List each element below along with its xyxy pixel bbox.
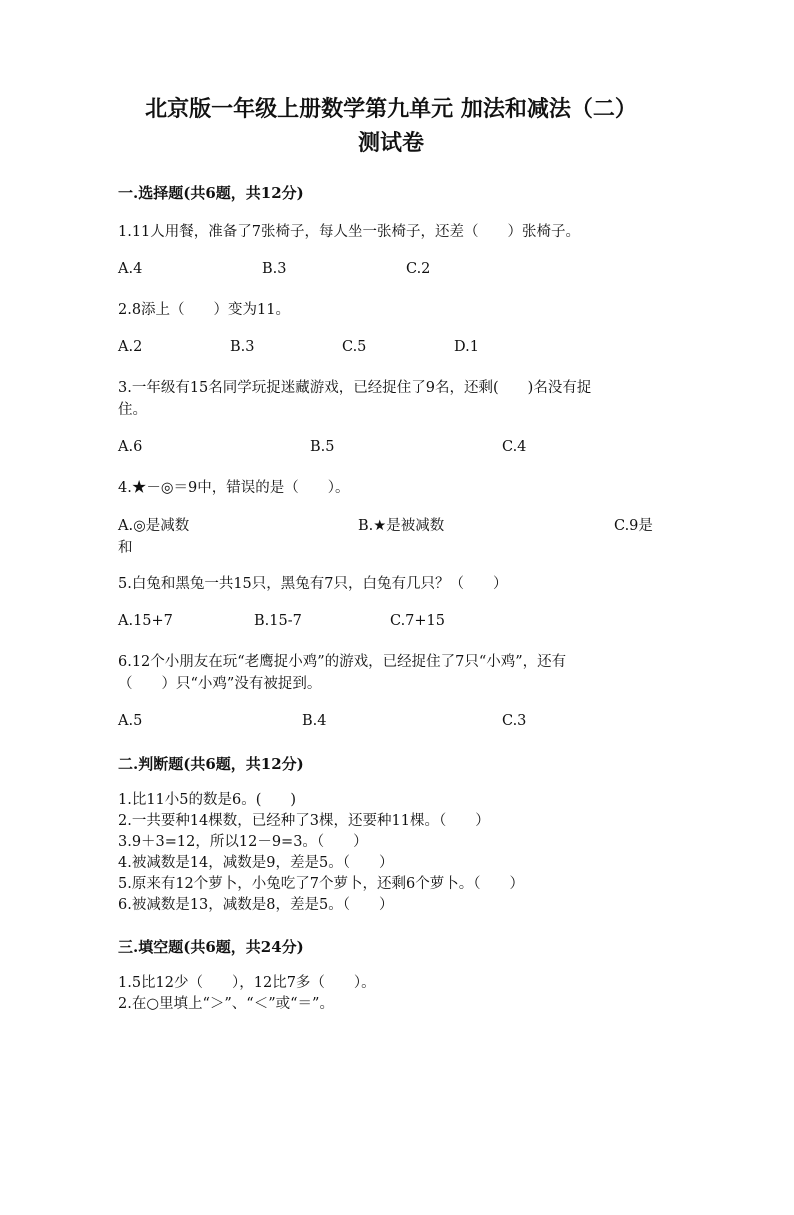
question-6-options	[118, 713, 664, 733]
question-2: 2.8添上（ ）变为11。	[118, 302, 291, 318]
question-3	[118, 377, 664, 421]
judge-item: 4.被减数是14，减数是9，差是5。（ ）	[118, 855, 394, 871]
judge-item: 6.被减数是13，减数是8，差是5。（ ）	[118, 897, 394, 913]
question-5-options	[118, 613, 664, 633]
judge-list	[118, 790, 664, 916]
question-4-options	[118, 515, 664, 559]
title-line-1: 北京版一年级上册数学第九单元 加法和减法（二）	[145, 96, 637, 122]
judge-item: 2.一共要种14棵数，已经种了3棵，还要种11棵。（ ）	[118, 813, 490, 829]
option-b: B.3	[230, 339, 255, 355]
exam-title	[118, 92, 664, 160]
section-judge-title: 二.判断题(共6题，共12分)	[118, 755, 304, 773]
judge-item: 1.比11小5的数是6。( )	[118, 792, 297, 808]
option-a: A.5	[118, 713, 143, 729]
option-a: A.2	[118, 339, 143, 355]
option-c: C.9是	[614, 518, 653, 534]
judge-item: 3.9＋3=12，所以12－9=3。（ ）	[118, 834, 368, 850]
section-choice-title: 一.选择题(共6题，共12分)	[118, 184, 304, 202]
option-d: D.1	[454, 339, 479, 355]
option-a: A.◎是减数	[118, 518, 190, 534]
option-b: B.★是被减数	[358, 518, 445, 534]
question-2-options	[118, 339, 664, 359]
option-c: C.7+15	[390, 613, 446, 629]
title-line-2: 测试卷	[357, 130, 424, 156]
fill-item: 2.在○里填上“＞”、“＜”或“＝”。	[118, 996, 334, 1012]
option-c: C.4	[502, 439, 527, 455]
question-3-line-2: 住。	[118, 402, 147, 418]
option-c: C.3	[502, 713, 527, 729]
option-c: C.5	[342, 339, 367, 355]
option-c-continued: 和	[118, 540, 133, 556]
question-3-line-1: 3.一年级有15名同学玩捉迷藏游戏，已经捉住了9名，还剩( )名没有捉	[118, 380, 592, 396]
section-fill-title: 三.填空题(共6题，共24分)	[118, 938, 304, 956]
question-4: 4.★－◎＝9中，错误的是（ ）。	[118, 480, 350, 496]
option-a: A.4	[118, 261, 143, 277]
option-a: A.15+7	[118, 613, 173, 629]
option-b: B.3	[262, 261, 287, 277]
question-5: 5.白兔和黑兔一共15只，黑兔有7只，白兔有几只？（ ）	[118, 576, 508, 592]
question-6-line-1: 6.12个小朋友在玩“老鹰捉小鸡”的游戏，已经捉住了7只“小鸡”，还有	[118, 654, 567, 670]
judge-item: 5.原来有12个萝卜，小兔吃了7个萝卜，还剩6个萝卜。（ ）	[118, 876, 524, 892]
option-b: B.15-7	[254, 613, 302, 629]
question-3-options	[118, 439, 664, 459]
question-1-options	[118, 261, 664, 281]
question-1: 1.11人用餐，准备了7张椅子，每人坐一张椅子，还差（ ）张椅子。	[118, 224, 581, 240]
question-6-line-2: （ ）只“小鸡”没有被捉到。	[118, 676, 322, 692]
option-b: B.4	[302, 713, 327, 729]
exam-page	[0, 92, 794, 1215]
option-a: A.6	[118, 439, 143, 455]
option-b: B.5	[310, 439, 335, 455]
fill-item: 1.5比12少（ ），12比7多（ ）。	[118, 975, 376, 991]
question-6	[118, 651, 664, 695]
option-c: C.2	[406, 261, 431, 277]
fill-list	[118, 973, 664, 1015]
